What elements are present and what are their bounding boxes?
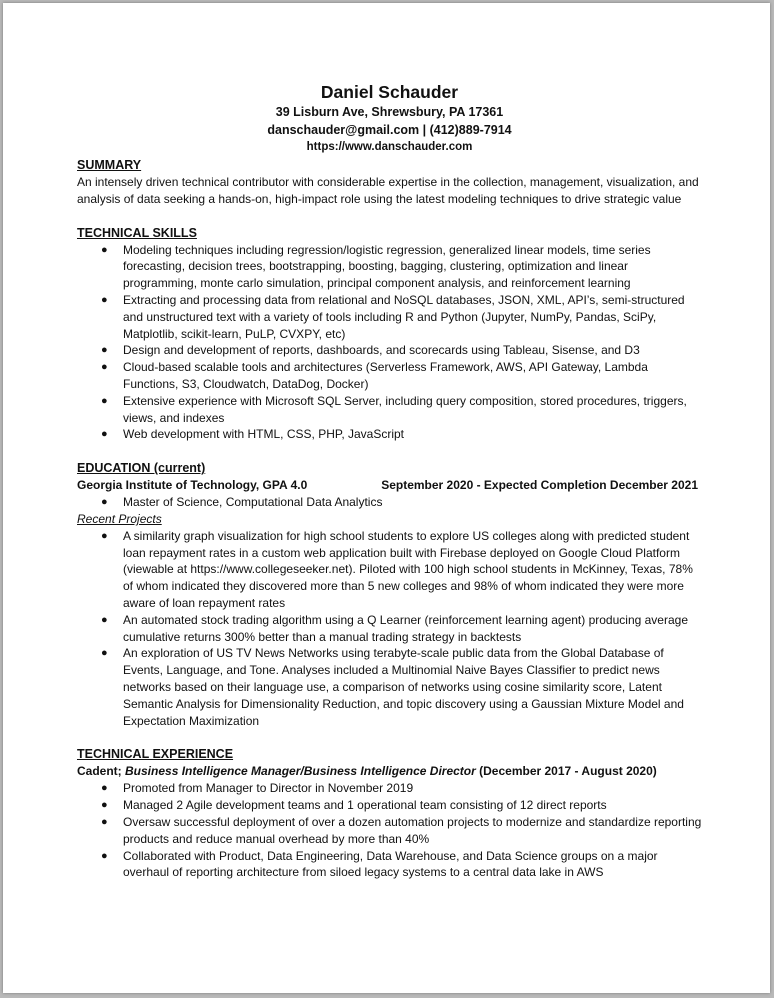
summary-heading: SUMMARY (77, 158, 142, 172)
list-item (77, 612, 702, 646)
experience-text: Managed 2 Agile development teams and 1 operational team consisting of 12 direct reports (123, 798, 607, 813)
experience-heading: TECHNICAL EXPERIENCE (77, 747, 234, 762)
website: https://www.danschauder.com (306, 141, 473, 153)
candidate-name: Daniel Schauder (320, 82, 459, 102)
contact-info: danschauder@gmail.com | (412)889-7914 (267, 123, 512, 137)
list-item (77, 242, 702, 292)
list-item (77, 342, 702, 359)
job-title-row (77, 763, 702, 780)
list-item (77, 814, 702, 848)
skill-text: Extracting and processing data from relational and NoSQL databases, JSON, XML, API’s, semi-structured and unstructured text with a variety of tools including R and Python (Jupyter, NumPy, Pandas, SciPy, Matplotlib, scikit-learn, PuLP, CVXPY, etc) (123, 292, 685, 341)
experience-text: Collaborated with Product, Data Engineering, Data Warehouse, and Data Science groups on a major overhaul of reporting architecture from siloed legacy systems to a central data lake in AWS (123, 848, 658, 880)
skill-text: Extensive experience with Microsoft SQL Server, including query composition, stored procedures, triggers, views, and indexes (123, 393, 687, 425)
list-item (77, 426, 702, 443)
skills-heading: TECHNICAL SKILLS (77, 225, 197, 240)
address: 39 Lisburn Ave, Shrewsbury, PA 17361 (275, 105, 504, 119)
experience-text: Oversaw successful deployment of over a dozen automation projects to modernize and standardize reporting products and reduce manual overhead by more than 40% (123, 814, 702, 846)
projects-list (77, 528, 702, 730)
experience-section (77, 746, 702, 881)
education-heading: EDUCATION (current) (77, 461, 206, 476)
list-item (77, 494, 702, 511)
skill-text: Modeling techniques including regression/logistic regression, generalized linear models, time series forecasting, decision trees, bootstrapping, boosting, bagging, clustering, optimization and linear programming, monte carlo simulation, principal component analysis, and reinforcement learning (123, 242, 651, 291)
project-text: An automated stock trading algorithm using a Q Learner (reinforcement learning agent) producing average cumulative returns 300% better than a manual trading strategy in backtests (123, 612, 688, 644)
experience-text: Promoted from Manager to Director in November 2019 (123, 781, 414, 796)
school-row (77, 477, 702, 494)
skills-section (77, 225, 702, 444)
bullet-icon: ● (101, 496, 108, 509)
resume-content (77, 81, 702, 898)
list-item (77, 393, 702, 427)
bullet-icon: ● (101, 394, 108, 407)
recent-projects-label: Recent Projects (77, 511, 162, 526)
bullet-icon: ● (101, 782, 108, 795)
list-item (77, 292, 702, 342)
job-title: Business Intelligence Manager/Business Intelligence Director (125, 764, 476, 779)
skill-text: Cloud-based scalable tools and architectures (Serverless Framework, AWS, API Gateway, Lambda Functions, S3, Cloudwatch, DataDog, Docker) (123, 360, 648, 391)
skills-list (77, 242, 702, 444)
education-section (77, 460, 702, 729)
summary-section (77, 157, 702, 208)
education-dates: September 2020 - Expected Completion December 2021 (381, 478, 698, 493)
resume-page (3, 3, 770, 993)
bullet-icon: ● (101, 529, 108, 542)
project-text: A similarity graph visualization for high school students to explore US colleges along with predicted student loan repayment rates in a custom web application built with Firebase deployed on Google Cloud Platform (viewable at https://www.collegeseeker.net). Piloted with 100 high school students in McKinney, Texas, 78% of whom indicated they discovered more than 5 new colleges and 98% of whom indicated they were more aware of loan repayment rates (123, 528, 693, 610)
bullet-icon: ● (101, 849, 108, 862)
list-item (77, 797, 702, 814)
list-item (77, 528, 702, 612)
bullet-icon: ● (101, 243, 108, 256)
degree-list (77, 494, 702, 511)
list-item (77, 645, 702, 729)
bullet-icon: ● (101, 799, 108, 812)
skill-text: Design and development of reports, dashboards, and scorecards using Tableau, Sisense, and D3 (123, 343, 640, 358)
project-text: An exploration of US TV News Networks using terabyte-scale public data from the Global Database of Events, Language, and Tone. Analyses included a Multinomial Naive Bayes Classifier to predict news networks based on their language use, a comparison of networks using cosine similarity score, Latent Semantic Analysis for Dimensionality Reduction, and topic discovery using a Gaussian Mixture Model and Expectation Maximization (123, 646, 684, 728)
list-item (77, 359, 702, 393)
bullet-icon: ● (101, 613, 108, 626)
degree-text: Master of Science, Computational Data Analytics (123, 495, 383, 510)
list-item (77, 848, 702, 882)
school-name: Georgia Institute of Technology, GPA 4.0 (77, 478, 308, 493)
bullet-icon: ● (101, 647, 108, 660)
bullet-icon: ● (101, 293, 108, 306)
skill-text: Web development with HTML, CSS, PHP, JavaScript (123, 427, 405, 442)
company-name: Cadent; (77, 764, 122, 779)
bullet-icon: ● (101, 815, 108, 828)
bullet-icon: ● (101, 344, 108, 357)
job-dates: (December 2017 - August 2020) (479, 764, 657, 779)
experience-list (77, 780, 702, 881)
resume-header (77, 81, 702, 155)
summary-text: An intensely driven technical contributor with considerable expertise in the collection, management, visualization, and analysis of data seeking a hands-on, high-impact role using the latest modeling techniques to drive strategic value (77, 175, 699, 206)
list-item (77, 780, 702, 797)
bullet-icon: ● (101, 428, 108, 441)
bullet-icon: ● (101, 361, 108, 374)
